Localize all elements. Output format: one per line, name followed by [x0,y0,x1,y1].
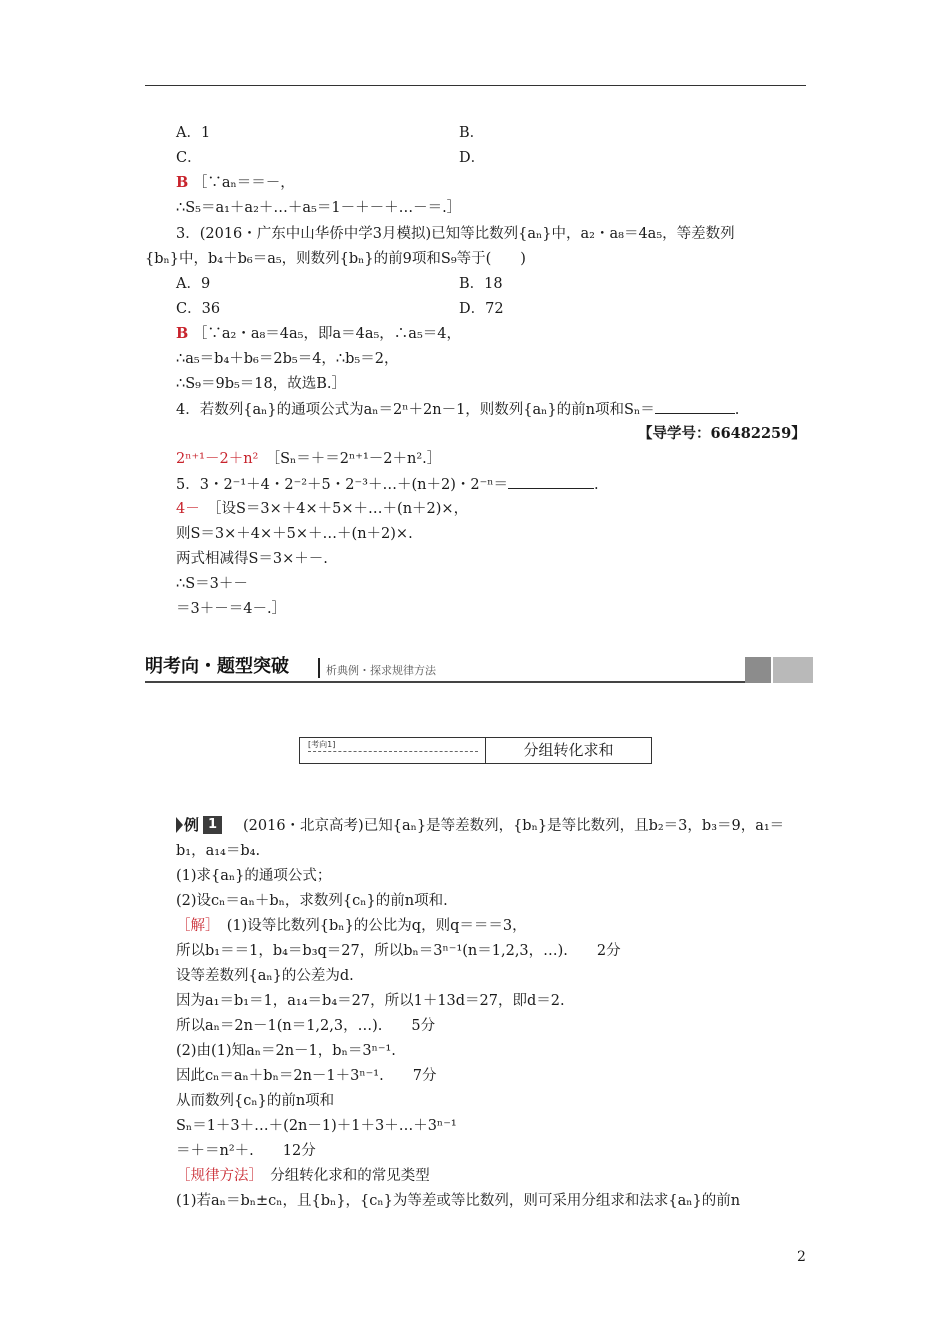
q3-option-b: B．18 [459,276,503,292]
q2-option-d: D． [459,150,486,166]
solution-line-10: ＝＋＝n²＋. 12分 [176,1143,316,1159]
q3-option-a: A．9 [176,276,211,292]
section-subtitle: 析典例・探求规律方法 [326,664,436,677]
section-title: 明考向・题型突破 [145,656,289,677]
q2-answer [176,173,295,193]
q4-guide-number: 【导学号：66482259】 [638,425,806,442]
q4-stem-text: 4．若数列{aₙ}的通项公式为aₙ＝2ⁿ＋2n－1，则数列{aₙ}的前n项和Sₙ＝ [176,402,655,418]
section-underline [145,681,745,683]
q3-option-d: D．72 [459,301,504,317]
example-arrow-icon [176,817,183,833]
topic-box [299,737,652,764]
example-stem-2: b₁，a₁₄＝b₄. [176,843,261,859]
page-number: 2 [797,1249,806,1265]
method-text: 分组转化求和的常见类型 [270,1168,430,1184]
solution-line-5: 所以aₙ＝2n－1(n＝1,2,3，…). 5分 [176,1018,436,1034]
q5-answer [176,499,468,519]
q3-answer [176,324,461,344]
banner-light-block [773,657,813,683]
example-number: 1 [203,816,222,834]
q4-blank [655,399,735,414]
solution-line-1 [176,916,527,936]
solution-line-6: (2)由(1)知aₙ＝2n－1，bₙ＝3ⁿ⁻¹. [176,1043,396,1059]
topic-tag-cell [300,738,486,763]
q3-answer-line3: ∴S₉＝9b₅＝18，故选B.］ [176,376,347,392]
q5-stem [176,474,599,495]
solution-text-1: (1)设等比数列{bₙ}的公比为q，则q＝＝＝3， [226,918,527,934]
method-line-1: (1)若aₙ＝bₙ±cₙ，且{bₙ}，{cₙ}为等差或等比数列，则可采用分组求和法求{aₙ}的前n [176,1193,741,1209]
topic-dashed-line [308,751,478,752]
section-banner [145,654,813,682]
example-word: 例 [184,816,200,834]
q2-answer-text: ［∵aₙ＝＝－， [192,175,295,191]
solution-line-2: 所以b₁＝＝1，b₄＝b₃q＝27，所以bₙ＝3ⁿ⁻¹(n＝1,2,3，…). 2分 [176,943,621,959]
example-stem-1: (2016・北京高考)已知{aₙ}是等差数列，{bₙ}是等比数列，且b₂＝3，b₃＝9，a₁＝ [243,818,785,834]
solution-line-3: 设等差数列{aₙ}的公差为d. [176,968,354,984]
topic-tag: [考向1] [308,740,336,749]
method-label: ［规律方法］ [176,1168,256,1184]
banner-dark-block [745,657,771,683]
q3-answer-letter: B [176,325,189,342]
solution-line-4: 因为a₁＝b₁＝1，a₁₄＝b₄＝27，所以1＋13d＝27，即d＝2. [176,993,565,1009]
q5-line3: 两式相减得S＝3×＋－. [176,551,328,567]
solution-label: ［解］ [176,918,213,934]
q3-answer-text: ［∵a₂・a₈＝4a₅，即a＝4a₅，∴a₅＝4， [192,326,461,342]
q5-line2: 则S＝3×＋4×＋5×＋…＋(n＋2)×. [176,526,413,542]
header-rule [145,85,806,86]
q2-option-a: A．1 [176,125,211,141]
q5-line5: ＝3＋－＝4－.］ [176,601,287,617]
q2-option-b: B． [459,125,485,141]
method-heading [176,1166,430,1186]
q4-answer [176,449,441,469]
example-question-2: (2)设cₙ＝aₙ＋bₙ，求数列{cₙ}的前n项和. [176,893,448,909]
q5-answer-text: ［设S＝3×＋4×＋5×＋…＋(n＋2)×， [214,501,469,517]
q5-stem-tail: . [594,477,599,493]
q2-answer-line2: ∴S₅＝a₁＋a₂＋…＋a₅＝1－＋－＋…－＝.］ [176,200,462,216]
solution-line-8: 从而数列{cₙ}的前n项和 [176,1093,335,1109]
solution-line-7: 因此cₙ＝aₙ＋bₙ＝2n－1＋3ⁿ⁻¹. 7分 [176,1068,437,1084]
solution-line-9: Sₙ＝1＋3＋…＋(2n－1)＋1＋3＋…＋3ⁿ⁻¹ [176,1118,457,1134]
q2-answer-letter: B [176,174,189,191]
q5-blank [508,474,594,489]
q3-stem-2: {bₙ}中，b₄＋b₆＝a₅，则数列{bₙ}的前9项和S₉等于( ) [145,251,526,267]
example-question-1: (1)求{aₙ}的通项公式； [176,868,332,884]
q3-answer-line2: ∴a₅＝b₄＋b₆＝2b₅＝4，∴b₅＝2， [176,351,399,367]
q2-option-c: C． [176,150,202,166]
q3-stem-1: 3．(2016・广东中山华侨中学3月模拟)已知等比数列{aₙ}中，a₂・a₈＝4a₅，等差数列 [176,226,735,242]
q4-answer-text: ［Sₙ＝＋＝2ⁿ⁺¹－2＋n².］ [272,451,442,467]
q3-option-c: C．36 [176,301,221,317]
q4-stem-tail: . [734,402,740,418]
q4-answer-red: 2ⁿ⁺¹－2＋n² [176,451,259,467]
q4-stem [176,399,739,420]
topic-title: 分组转化求和 [523,741,614,759]
q5-line4: ∴S＝3＋－ [176,576,248,592]
q5-stem-text: 5．3・2⁻¹＋4・2⁻²＋5・2⁻³＋…＋(n＋2)・2⁻ⁿ＝ [176,477,509,493]
q5-answer-red: 4－ [176,501,200,517]
section-separator [318,658,320,678]
